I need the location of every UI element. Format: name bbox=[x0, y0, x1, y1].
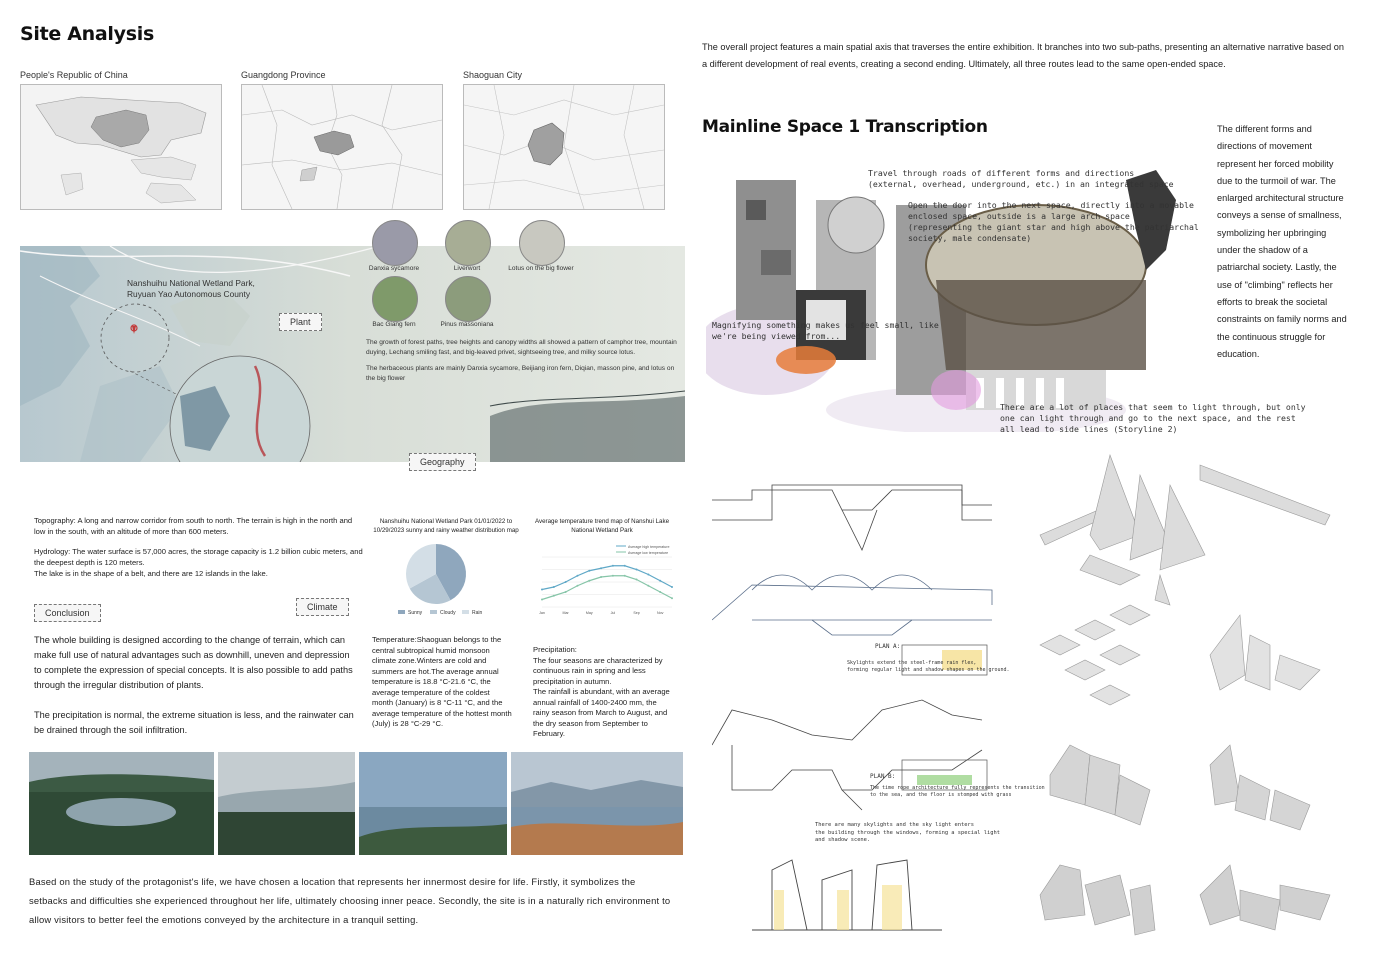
line-point bbox=[624, 565, 626, 567]
project-intro: The overall project features a main spatial axis that traverses the entire exhibition. It branches into two sub-paths, presenting an alternative narrative based on a different development of real events, creating a second ending. Ultimately, all three routes lead to the same open-ended space. bbox=[702, 42, 1344, 70]
plant-tag: Plant bbox=[279, 313, 322, 331]
conclusion-text-1: The whole building is designed according to the change of terrain, which can make full use of natural advantages such as downhill, uneven and depression to complete the expression of special concepts. It is also possible to add paths through the irregular distribution of plants. bbox=[34, 635, 353, 690]
plant-label: Liverwort bbox=[453, 265, 481, 272]
temperature-text: Temperature:Shaoguan belongs to the central subtropical humid monsoon climate zone.Winters are cold and summers are hot.The average annual temperature is 18.8 °C-21.6 °C, the average temperature of the coldest month (January) is 8 °C-11 °C, and the average temperature of the hottest month (July) is 28 °C-29 °C. bbox=[372, 635, 512, 728]
collage-note-4: There are a lot of places that seem to light through, but only one can light through and go to the next space, and the rest all lead to side lines (Storyline 2) bbox=[1000, 402, 1306, 434]
line-point bbox=[541, 599, 543, 601]
site-analysis-title: Site Analysis bbox=[20, 23, 154, 45]
guangdong-map bbox=[241, 84, 443, 210]
line-point bbox=[600, 567, 602, 569]
plant-photo-fern bbox=[372, 276, 418, 322]
map-label-shaoguan: Shaoguan City bbox=[463, 70, 523, 80]
line-point bbox=[553, 586, 555, 588]
line-point bbox=[636, 579, 638, 581]
location-label: Nanshuihu National Wetland Park, Ruyuan Yao Autonomous County bbox=[127, 278, 255, 299]
line-point bbox=[647, 585, 649, 587]
map-label-guangdong: Guangdong Province bbox=[241, 70, 326, 80]
sketch-plan-a: PLAN A: bbox=[875, 643, 901, 650]
lake-photo-4 bbox=[511, 752, 683, 855]
pie-legend-label: Cloudy bbox=[440, 610, 456, 616]
line-x-tick: Jan bbox=[539, 611, 545, 615]
pie-legend-swatch bbox=[430, 610, 437, 614]
plant-photo-liverwort bbox=[445, 220, 491, 266]
plant-label: Bac Giang fern bbox=[372, 321, 416, 328]
pie-legend-swatch bbox=[462, 610, 469, 614]
line-point bbox=[600, 576, 602, 578]
collage-note-1: Travel through roads of different forms and directions (external, overhead, underground, etc.) in an integrated space bbox=[868, 168, 1174, 189]
lake-photo-2 bbox=[218, 752, 355, 855]
sketch-plan-b: PLAN B: bbox=[870, 773, 896, 780]
plant-text-1: The growth of forest paths, tree heights and canopy widths all showed a pattern of camphor tree, mountain duying, Lechang smiling fast, and big-leaved privet, sightseeing tree, and milky source lotus. bbox=[366, 339, 677, 356]
line-point bbox=[565, 591, 567, 593]
pie-chart-title: Nanshuihu National Wetland Park 01/01/2022 to 10/29/2023 sunny and rainy weather distribution map bbox=[373, 518, 519, 534]
geography-tag: Geography bbox=[409, 453, 476, 471]
line-point bbox=[576, 575, 578, 577]
line-point bbox=[588, 580, 590, 582]
line-chart bbox=[534, 543, 674, 623]
line-point bbox=[624, 575, 626, 577]
bottom-paragraph: Based on the study of the protagonist's life, we have chosen a location that represents her innermost desire for life. Firstly, it symbolizes the setbacks and difficulties she experienced throughout her life, ultimately choosing inner peace. Secondly, the site is in a naturally rich environment to allow visitors to better feel the emotions conveyed by the architecture in a tranquil setting. bbox=[29, 876, 671, 925]
line-point bbox=[541, 589, 543, 591]
line-point bbox=[671, 597, 673, 599]
plant-photo-lotus bbox=[519, 220, 565, 266]
side-description: The different forms and directions of movement represent her forced mobility due to the turmoil of war. The enlarged architectural structure conveys a sense of smallness, symbolizing her upbringing under the shadow of a patriarchal society. Lastly, the use of "climbing" reflects her efforts to break the societal constraints on family norms and the continuous struggle for education. bbox=[1217, 124, 1347, 359]
lake-photo-1 bbox=[29, 752, 214, 855]
conclusion-text-2: The precipitation is normal, the extreme situation is less, and the rainwater can be drained through the soil infiltration. bbox=[34, 710, 354, 735]
china-map bbox=[20, 84, 222, 210]
line-x-tick: Jul bbox=[610, 611, 616, 615]
line-x-tick: May bbox=[585, 611, 593, 615]
line-series-1 bbox=[542, 576, 672, 600]
plant-label: Pinus massoniana bbox=[440, 321, 494, 328]
topography-text: Topography: A long and narrow corridor from south to north. The terrain is high in the north and low in the south, with an altitude of more than 600 meters. bbox=[34, 516, 353, 536]
line-point bbox=[576, 585, 578, 587]
isometric-models bbox=[1030, 445, 1370, 940]
section-sketches bbox=[712, 470, 1002, 940]
climate-tag: Climate bbox=[296, 598, 349, 616]
mainline-title: Mainline Space 1 Transcription bbox=[702, 117, 988, 137]
sketch-note-a: Skylights extend the steel-frame rain flex, forming regular light and shadow shapes on the ground. bbox=[847, 660, 1010, 673]
plant-text-2: The herbaceous plants are mainly Danxia sycamore, Beijiang iron fern, Diqian, masson pine, and lotus on the big flower bbox=[366, 365, 675, 382]
sketch-note-c: There are many skylights and the sky light enters the building through the windows, forming a special light and shadow scene. bbox=[815, 822, 1000, 843]
pie-chart bbox=[390, 540, 500, 620]
plant-label: Lotus on the big flower bbox=[508, 265, 574, 272]
pie-legend-label: Rain bbox=[472, 610, 483, 616]
map-label-china: People's Republic of China bbox=[20, 70, 128, 80]
conclusion-tag: Conclusion bbox=[34, 604, 101, 622]
line-legend-label: Average high temperature bbox=[628, 545, 670, 549]
line-legend-label: Average low temperature bbox=[628, 551, 669, 555]
collage-note-3: Magnifying something makes us feel small, like we're being viewed from... bbox=[712, 320, 939, 341]
line-x-tick: Nov bbox=[656, 611, 664, 615]
line-x-tick: Sep bbox=[633, 611, 640, 615]
line-point bbox=[636, 569, 638, 571]
line-chart-title: Average temperature trend map of Nanshui Lake National Wetland Park bbox=[534, 518, 670, 534]
precipitation-text: Precipitation: The four seasons are characterized by continuous rain in spring and less precipitation in autumn. The rainfall is abundant, with an average annual rainfall of 1400-2400 mm, the rainy season from March to August, and the dry season from September to February. bbox=[533, 645, 670, 738]
pie-legend-label: Sunny bbox=[408, 610, 423, 616]
line-point bbox=[659, 591, 661, 593]
line-point bbox=[588, 570, 590, 572]
shaoguan-map bbox=[463, 84, 665, 210]
plant-photo-pinus bbox=[445, 276, 491, 322]
line-point bbox=[612, 575, 614, 577]
sketch-note-b: The time rope architecture fully represents the transition to the sea, and the floor is stomped with grass bbox=[870, 785, 1045, 798]
line-x-tick: Mar bbox=[562, 611, 569, 615]
line-point bbox=[647, 574, 649, 576]
line-point bbox=[553, 595, 555, 597]
line-point bbox=[659, 580, 661, 582]
hydrology-text: Hydrology: The water surface is 57,000 acres, the storage capacity is 1.2 billion cubic meters, and the deepest depth is 120 meters. The lake is in the shape of a belt, and there are 12 islands in the lake. bbox=[34, 547, 363, 578]
lake-photo-3 bbox=[359, 752, 507, 855]
plant-label: Danxia sycamore bbox=[368, 265, 420, 272]
collage-note-2: Open the door into the next space, directly into a movable enclosed space, outside is a large arch space (representing the giant star and high above the patriarchal society, male condensate) bbox=[908, 200, 1199, 243]
line-point bbox=[671, 586, 673, 588]
line-point bbox=[612, 565, 614, 567]
plant-photo-danxia bbox=[372, 220, 418, 266]
pie-legend-swatch bbox=[398, 610, 405, 614]
line-point bbox=[565, 581, 567, 583]
